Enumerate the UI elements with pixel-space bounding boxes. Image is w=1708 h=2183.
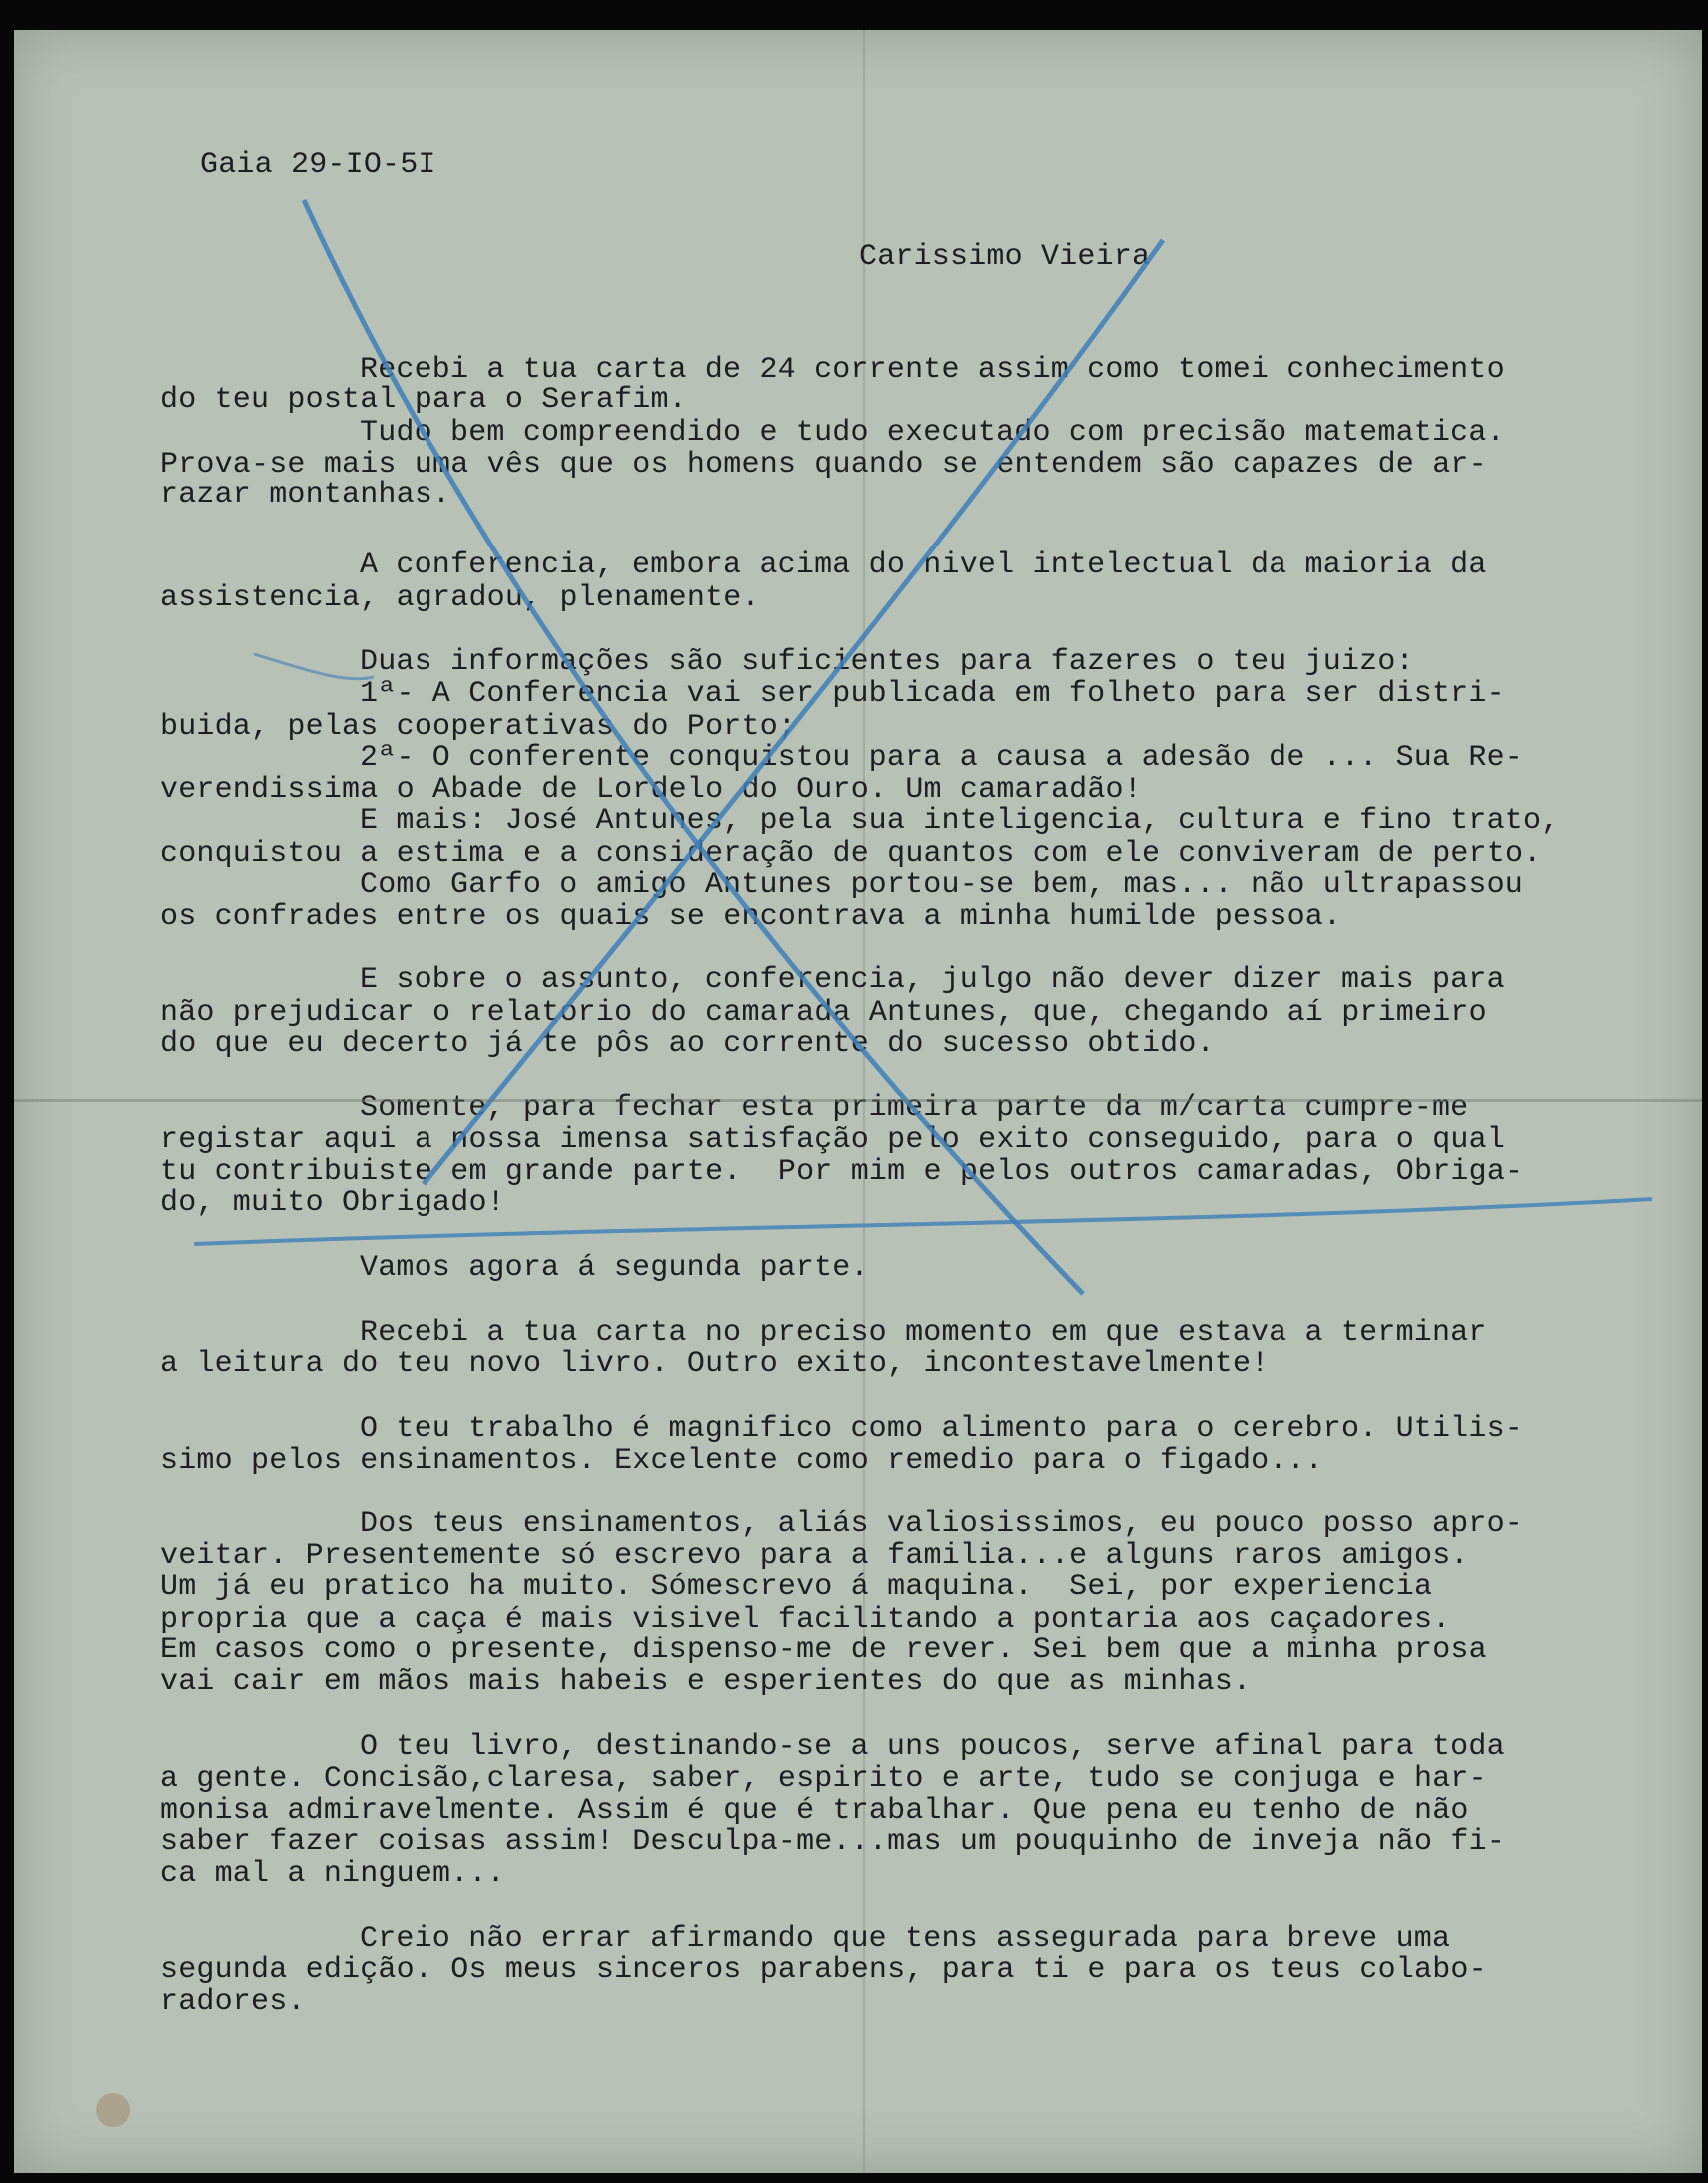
letter-salutation: Carissimo Vieira [859, 240, 1151, 274]
letter-line: Dos teus ensinamentos, aliás valiosissimos, eu pouco posso apro- [360, 1507, 1523, 1541]
letter-page [14, 30, 1702, 2173]
letter-line: vai cair em mãos mais habeis e esperientes do que as minhas. [160, 1665, 1252, 1699]
letter-line: a leitura do teu novo livro. Outro exito, incontestavelmente! [160, 1347, 1270, 1381]
letter-line: 2ª- O conferente conquistou para a causa a adesão de ... Sua Re- [360, 741, 1523, 775]
letter-line: veitar. Presentemente só escrevo para a familia...e alguns raros amigos. [160, 1539, 1469, 1573]
letter-line: razar montanhas. [160, 478, 451, 512]
letter-line: saber fazer coisas assim! Desculpa-me...mas um pouquinho de inveja não fi- [160, 1825, 1506, 1859]
letter-line: 1ª- A Conferencia vai ser publicada em folheto para ser distri- [360, 677, 1505, 711]
letter-line: verendissima o Abade de Lordelo do Ouro. Um camaradão! [160, 773, 1142, 807]
letter-line: conquistou a estima e a consideração de quantos com ele conviveram de perto. [160, 837, 1542, 871]
letter-line: Creio não errar afirmando que tens assegurada para breve uma [360, 1922, 1451, 1956]
letter-line: Como Garfo o amigo Antunes portou-se bem, mas... não ultrapassou [360, 868, 1523, 902]
letter-line: Vamos agora á segunda parte. [360, 1251, 869, 1285]
letter-line: Prova-se mais uma vês que os homens quando se entendem são capazes de ar- [160, 448, 1487, 482]
letter-line: tu contribuiste em grande parte. Por mim e pelos outros camaradas, Obriga- [160, 1155, 1524, 1189]
letter-line: E sobre o assunto, conferencia, julgo não dever dizer mais para [360, 963, 1505, 997]
letter-line: assistencia, agradou, plenamente. [160, 581, 760, 615]
letter-line: registar aqui a nossa imensa satisfação pelo exito conseguido, para o qual [160, 1123, 1506, 1157]
letter-line: Recebi a tua carta no preciso momento em que estava a terminar [360, 1316, 1487, 1350]
letter-line: buida, pelas cooperativas do Porto; [160, 710, 797, 744]
letter-line: Duas informações são suficientes para fazeres o teu juizo: [360, 645, 1414, 679]
letter-line: Tudo bem compreendido e tudo executado com precisão matematica. [360, 416, 1505, 450]
letter-line: não prejudicar o relatorio do camarada Antunes, que, chegando aí primeiro [160, 996, 1487, 1030]
letter-line: E mais: José Antunes, pela sua inteligencia, cultura e fino trato, [360, 804, 1560, 838]
letter-line: A conferencia, embora acima do nivel intelectual da maioria da [360, 548, 1487, 582]
letter-line: radores. [160, 1985, 306, 2019]
letter-line: do, muito Obrigado! [160, 1186, 505, 1220]
letter-line: O teu livro, destinando-se a uns poucos, serve afinal para toda [360, 1730, 1505, 1764]
letter-line: a gente. Concisão,claresa, saber, espirito e arte, tudo se conjuga e har- [160, 1762, 1487, 1796]
letter-line: Um já eu pratico ha muito. Sómescrevo á maquina. Sei, por experiencia [160, 1570, 1433, 1604]
letter-date: Gaia 29-IO-5I [200, 148, 436, 182]
letter-line: simo pelos ensinamentos. Excelente como remedio para o figado... [160, 1444, 1323, 1478]
letter-line: Em casos como o presente, dispenso-me de rever. Sei bem que a minha prosa [160, 1634, 1487, 1667]
letter-line: do que eu decerto já te pôs ao corrente do sucesso obtido. [160, 1027, 1215, 1061]
letter-line: Recebi a tua carta de 24 corrente assim como tomei conhecimento [360, 353, 1505, 387]
letter-line: propria que a caça é mais visivel facilitando a pontaria aos caçadores. [160, 1603, 1451, 1637]
letter-line: do teu postal para o Serafim. [160, 383, 687, 417]
letter-line: Somente, para fechar esta primeira parte da m/carta cumpre-me [360, 1091, 1469, 1125]
letter-line: segunda edição. Os meus sinceros parabens, para ti e para os teus colabo- [160, 1953, 1487, 1987]
letter-line: ca mal a ninguem... [160, 1857, 505, 1891]
letter-line: os confrades entre os quais se encontrava a minha humilde pessoa. [160, 900, 1342, 934]
letter-line: O teu trabalho é magnifico como alimento para o cerebro. Utilis- [360, 1412, 1523, 1446]
letter-line: monisa admiravelmente. Assim é que é trabalhar. Que pena eu tenho de não [160, 1794, 1469, 1828]
paper-stain [96, 2093, 130, 2127]
